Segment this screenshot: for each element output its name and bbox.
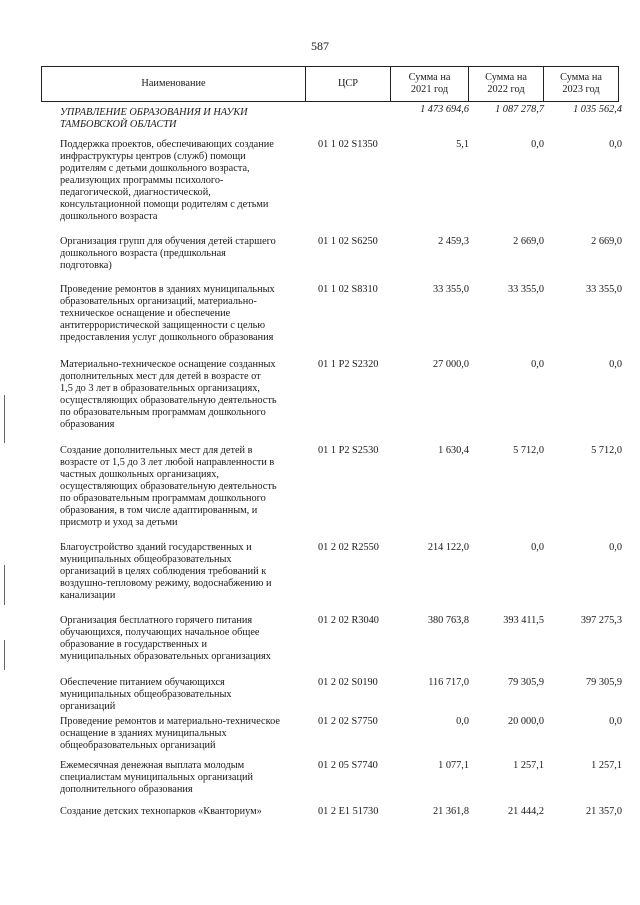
row-sum-2022: 20 000,0 xyxy=(507,716,544,727)
row-csr: 01 1 P2 S2320 xyxy=(318,359,379,370)
row-csr: 01 2 02 S0190 xyxy=(318,677,378,688)
row-sum-2021: 214 122,0 xyxy=(427,542,469,553)
row-name xyxy=(60,760,315,796)
row-csr: 01 2 02 R2550 xyxy=(318,542,379,553)
row-name xyxy=(60,236,315,272)
row-sum-2022: 5 712,0 xyxy=(513,445,544,456)
row-name-line: антитеррористической защищенности с целью xyxy=(60,320,266,331)
row-name-line: общеобразовательных организаций xyxy=(60,740,216,751)
header-name xyxy=(41,66,306,102)
ministry-name-line: ТАМБОВСКОЙ ОБЛАСТИ xyxy=(60,119,177,130)
row-name-line: дошкольного возраста xyxy=(60,211,158,222)
row-name-line: Ежемесячная денежная выплата молодым xyxy=(60,760,245,771)
row-sum-2023: 397 275,3 xyxy=(580,615,622,626)
ministry-name-line: УПРАВЛЕНИЕ ОБРАЗОВАНИЯ И НАУКИ xyxy=(60,107,248,118)
row-sum-2023: 33 355,0 xyxy=(585,284,622,295)
row-csr: 01 2 E1 51730 xyxy=(318,806,379,817)
header-2022-line: Сумма на xyxy=(485,72,527,83)
page-number: 587 xyxy=(311,39,329,53)
row-csr: 01 1 02 S6250 xyxy=(318,236,378,247)
row-name-line: дошкольного возраста (предшкольная xyxy=(60,248,226,259)
row-name-line: присмотр и уход за детьми xyxy=(60,517,178,528)
row-sum-2023: 0,0 xyxy=(609,542,622,553)
row-name-line: реализующих программы психолого- xyxy=(60,175,224,186)
row-name-line: муниципальных общеобразовательных xyxy=(60,689,232,700)
row-name-line: техническое оснащение и обеспечение xyxy=(60,308,231,319)
row-name-line: по образовательным программам дошкольного xyxy=(60,493,266,504)
header-csr xyxy=(305,66,391,102)
row-csr: 01 2 05 S7740 xyxy=(318,760,378,771)
row-name xyxy=(60,139,315,223)
row-name-line: Создание дополнительных мест для детей в xyxy=(60,445,253,456)
row-name-line: образования, в том числе адаптированным, и xyxy=(60,505,258,516)
row-sum-2021: 33 355,0 xyxy=(432,284,469,295)
row-name-line: возрасте от 1,5 до 3 лет любой направленности в xyxy=(60,457,275,468)
row-sum-2022: 1 257,1 xyxy=(513,760,544,771)
header-2023 xyxy=(543,66,619,102)
row-sum-2022: 0,0 xyxy=(531,139,544,150)
row-name-line: родителям с детьми дошкольного возраста, xyxy=(60,163,250,174)
row-name-line: муниципальных образовательных организациях xyxy=(60,651,271,662)
row-sum-2023: 0,0 xyxy=(609,139,622,150)
header-2021-line: Сумма на xyxy=(408,72,451,83)
header-csr-label: ЦСР xyxy=(337,78,359,89)
row-name xyxy=(60,716,315,752)
row-name-line: муниципальных общеобразовательных xyxy=(60,554,232,565)
row-name xyxy=(60,359,315,431)
row-name-line: образовательных организаций, материально- xyxy=(60,296,257,307)
row-name-line: подготовка) xyxy=(60,260,112,271)
header-2023-line: 2023 год xyxy=(562,84,600,95)
scan-mark xyxy=(4,640,5,670)
row-sum-2021: 1 630,4 xyxy=(438,445,469,456)
row-sum-2021: 116 717,0 xyxy=(428,677,469,688)
row-name-line: организаций xyxy=(60,701,116,712)
row-name-line: инфраструктуры центров (служб) помощи xyxy=(60,151,246,162)
row-sum-2022: 33 355,0 xyxy=(507,284,544,295)
row-sum-2021: 5,1 xyxy=(456,139,469,150)
row-name xyxy=(60,445,315,529)
ministry-name xyxy=(60,107,315,131)
row-csr: 01 1 P2 S2530 xyxy=(318,445,379,456)
row-sum-2022: 0,0 xyxy=(531,359,544,370)
row-sum-2022: 79 305,9 xyxy=(507,677,544,688)
row-name-line: Организация групп для обучения детей старшего xyxy=(60,236,276,247)
row-sum-2021: 27 000,0 xyxy=(432,359,469,370)
row-name-line: воздушно-тепловому режиму, водоснабжению и xyxy=(60,578,272,589)
row-sum-2021: 1 077,1 xyxy=(438,760,469,771)
row-name-line: Создание детских технопарков «Кванториум» xyxy=(60,806,262,817)
row-name xyxy=(60,806,315,818)
row-name-line: Проведение ремонтов и материально-техническое xyxy=(60,716,280,727)
row-sum-2023: 0,0 xyxy=(609,359,622,370)
row-sum-2023: 79 305,9 xyxy=(585,677,622,688)
row-name-line: образования xyxy=(60,419,115,430)
row-name-line: Материально-техническое оснащение созданных xyxy=(60,359,276,370)
row-name-line: осуществляющих образовательную деятельность xyxy=(60,395,277,406)
row-sum-2021: 2 459,3 xyxy=(438,236,469,247)
row-name-line: осуществляющих образовательную деятельность xyxy=(60,481,277,492)
row-name-line: образование в государственных и xyxy=(60,639,208,650)
row-sum-2023: 2 669,0 xyxy=(591,236,622,247)
row-sum-2023: 0,0 xyxy=(609,716,622,727)
header-2023-line: Сумма на xyxy=(560,72,602,83)
row-name-line: 1,5 до 3 лет в образовательных организациях, xyxy=(60,383,260,394)
row-csr: 01 2 02 R3040 xyxy=(318,615,379,626)
row-name-line: канализации xyxy=(60,590,116,601)
header-2022 xyxy=(468,66,544,102)
row-name xyxy=(60,284,315,344)
row-name-line: организаций в целях соблюдения требований к xyxy=(60,566,267,577)
row-name xyxy=(60,542,315,602)
row-sum-2022: 21 444,2 xyxy=(507,806,544,817)
row-sum-2022: 393 411,5 xyxy=(503,615,544,626)
row-name-line: Благоустройство зданий государственных и xyxy=(60,542,252,553)
row-name-line: оснащение в зданиях муниципальных xyxy=(60,728,227,739)
row-name xyxy=(60,615,315,663)
header-2021-line: 2021 год xyxy=(410,84,449,95)
scan-mark xyxy=(4,565,5,605)
row-csr: 01 1 02 S8310 xyxy=(318,284,378,295)
scan-mark xyxy=(4,395,5,443)
row-name-line: консультационной помощи родителям с детьми xyxy=(60,199,269,210)
header-2022-line: 2022 год xyxy=(487,84,525,95)
row-csr: 01 1 02 S1350 xyxy=(318,139,378,150)
row-name-line: специалистам муниципальных организаций xyxy=(60,772,253,783)
row-name-line: Поддержка проектов, обеспечивающих создание xyxy=(60,139,274,150)
row-sum-2021: 0,0 xyxy=(456,716,469,727)
row-name-line: предоставления услуг дошкольного образования xyxy=(60,332,274,343)
row-csr: 01 2 02 S7750 xyxy=(318,716,378,727)
row-name-line: Организация бесплатного горячего питания xyxy=(60,615,253,626)
row-sum-2022: 0,0 xyxy=(531,542,544,553)
row-sum-2023: 1 257,1 xyxy=(591,760,622,771)
ministry-sum-2021: 1 473 694,6 xyxy=(420,104,469,115)
row-name-line: дополнительных мест для детей в возрасте от xyxy=(60,371,261,382)
row-name xyxy=(60,677,315,713)
header-2021 xyxy=(390,66,469,102)
row-sum-2022: 2 669,0 xyxy=(513,236,544,247)
row-name-line: дополнительного образования xyxy=(60,784,193,795)
ministry-sum-2022: 1 087 278,7 xyxy=(495,104,544,115)
row-sum-2023: 21 357,0 xyxy=(585,806,622,817)
row-name-line: по образовательным программам дошкольного xyxy=(60,407,266,418)
ministry-sum-2023: 1 035 562,4 xyxy=(573,104,622,115)
row-name-line: педагогической, диагностической, xyxy=(60,187,211,198)
row-name-line: частных дошкольных организациях, xyxy=(60,469,219,480)
row-sum-2021: 380 763,8 xyxy=(427,615,469,626)
row-sum-2023: 5 712,0 xyxy=(591,445,622,456)
header-name-label: Наименование xyxy=(141,78,206,89)
row-name-line: обучающихся, получающих начальное общее xyxy=(60,627,260,638)
row-sum-2021: 21 361,8 xyxy=(432,806,469,817)
row-name-line: Проведение ремонтов в зданиях муниципальных xyxy=(60,284,275,295)
row-name-line: Обеспечение питанием обучающихся xyxy=(60,677,225,688)
